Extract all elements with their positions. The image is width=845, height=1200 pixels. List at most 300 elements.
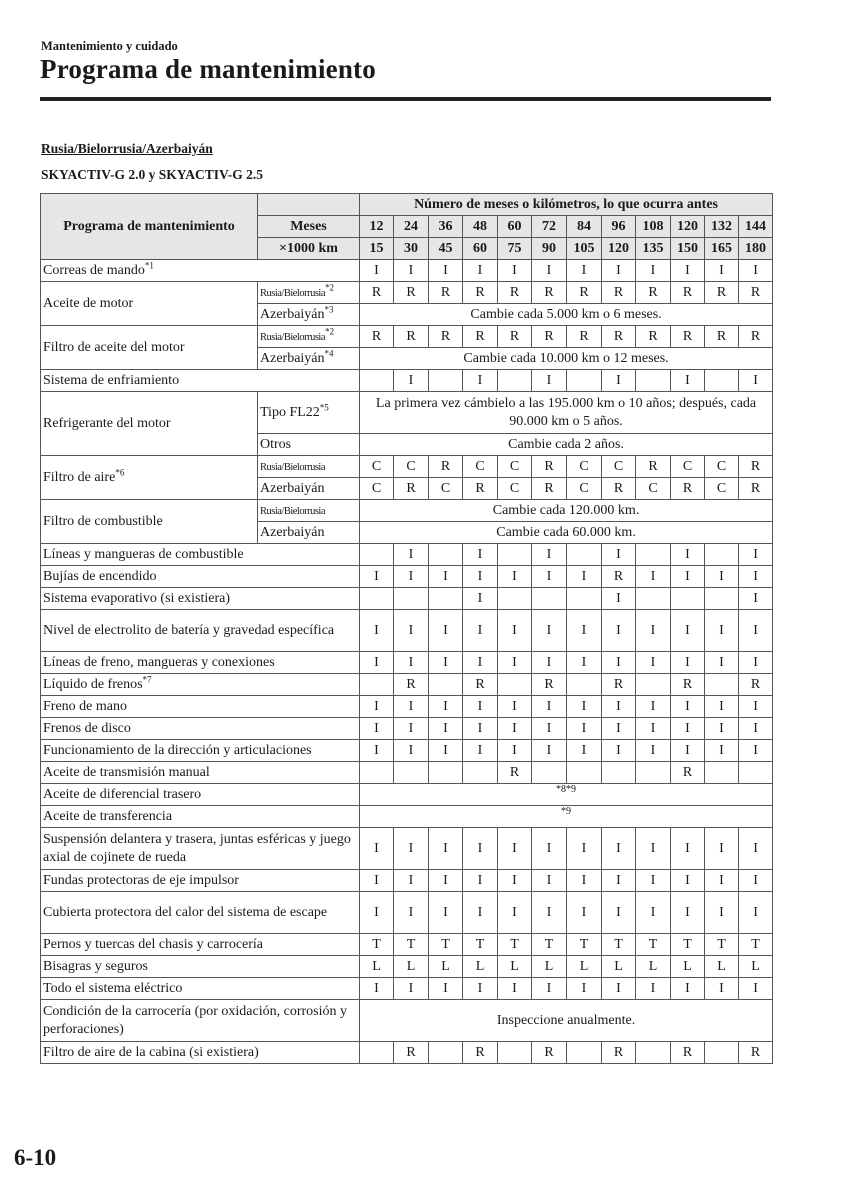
sub-condition-cell [258, 522, 360, 544]
item-name: Frenos de disco [43, 720, 131, 736]
interval-cell [602, 934, 636, 956]
month-value: 72 [542, 218, 556, 234]
interval-cell [671, 762, 705, 784]
month-header-cell [567, 216, 602, 238]
interval-action: I [512, 568, 517, 584]
interval-cell [739, 544, 773, 566]
interval-action: I [477, 372, 483, 388]
interval-action: I [374, 904, 379, 920]
interval-cell [705, 456, 739, 478]
interval-action: I [753, 698, 758, 714]
item-name: Correas de mando [43, 262, 145, 278]
interval-cell [636, 260, 671, 282]
interval-cell [463, 652, 498, 674]
interval-cell [463, 1042, 498, 1064]
interval-action: I [685, 654, 690, 670]
interval-cell [360, 456, 394, 478]
interval-action: R [544, 458, 554, 474]
footnote-marker: *5 [319, 402, 329, 413]
interval-cell [498, 892, 532, 934]
interval-cell [394, 828, 429, 870]
interval-action: I [685, 262, 690, 278]
interval-cell [705, 870, 739, 892]
interval-cell [360, 566, 394, 588]
item-name-cell [41, 892, 360, 934]
span-note: Cambie cada 5.000 km o 6 meses. [470, 306, 662, 322]
interval-cell [394, 740, 429, 762]
interval-cell [532, 718, 567, 740]
interval-cell [360, 892, 394, 934]
km-header-cell [463, 238, 498, 260]
table-row [41, 828, 773, 870]
interval-cell [739, 566, 773, 588]
page-number: 6-10 [14, 1145, 57, 1170]
interval-cell [498, 934, 532, 956]
item-name: Aceite de transferencia [43, 808, 173, 824]
interval-cell [636, 588, 671, 610]
interval-action: I [477, 568, 483, 584]
interval-cell [739, 956, 773, 978]
item-name-cell [41, 828, 360, 870]
interval-action: I [581, 742, 587, 758]
interval-action: I [753, 872, 758, 888]
month-header-cell [602, 216, 636, 238]
item-name-cell [41, 500, 258, 544]
interval-cell [602, 828, 636, 870]
interval-action: I [719, 720, 724, 736]
interval-cell [602, 1042, 636, 1064]
table-row [41, 806, 773, 828]
table-row [41, 500, 773, 522]
interval-cell [498, 610, 532, 652]
interval-cell [360, 828, 394, 870]
interval-cell [602, 588, 636, 610]
interval-action: I [374, 568, 379, 584]
interval-action: R [613, 1044, 624, 1060]
interval-cell [532, 674, 567, 696]
interval-cell [567, 282, 602, 304]
interval-cell [602, 956, 636, 978]
interval-cell [567, 674, 602, 696]
month-header-cell [739, 216, 773, 238]
interval-cell [463, 326, 498, 348]
item-name: Aceite de motor [43, 295, 134, 311]
interval-action: R [579, 328, 589, 344]
item-name-cell [41, 1042, 360, 1064]
item-name-cell [41, 566, 360, 588]
km-header-cell [739, 238, 773, 260]
table-row [41, 566, 773, 588]
interval-action: R [682, 764, 693, 780]
engine-heading: SKYACTIV-G 2.0 y SKYACTIV-G 2.5 [41, 167, 264, 182]
region-heading: Rusia/Bielorrusia/Azerbaiyán [41, 141, 213, 156]
interval-action: R [750, 676, 761, 692]
interval-action: R [406, 676, 416, 692]
interval-cell [671, 978, 705, 1000]
interval-action: I [477, 904, 483, 920]
item-name-cell [41, 282, 258, 326]
interval-action: T [510, 936, 519, 952]
interval-action: I [685, 698, 690, 714]
span-note: Cambie cada 60.000 km. [496, 524, 636, 540]
interval-action: R [648, 328, 658, 344]
month-value: 144 [745, 218, 767, 234]
month-value: 12 [369, 218, 384, 234]
interval-action: R [648, 284, 658, 300]
interval-cell [602, 566, 636, 588]
interval-cell [739, 652, 773, 674]
item-name-cell [41, 588, 360, 610]
interval-cell [602, 740, 636, 762]
interval-cell [636, 1042, 671, 1064]
interval-cell [671, 718, 705, 740]
interval-action: L [406, 958, 416, 974]
interval-action: L [683, 958, 692, 974]
interval-action: I [581, 720, 587, 736]
interval-cell [602, 870, 636, 892]
interval-action: I [753, 622, 758, 638]
interval-action: I [546, 654, 552, 670]
interval-action: I [408, 568, 414, 584]
month-header-cell [671, 216, 705, 238]
interval-action: R [440, 458, 451, 474]
interval-cell [498, 260, 532, 282]
interval-action: I [477, 262, 483, 278]
footnote-marker: *2 [325, 282, 334, 293]
km-value: 90 [542, 240, 556, 256]
month-value: 48 [473, 218, 487, 234]
interval-cell [705, 892, 739, 934]
interval-action: C [579, 480, 589, 496]
interval-cell [429, 870, 463, 892]
interval-cell [429, 934, 463, 956]
interval-cell [671, 456, 705, 478]
interval-cell [532, 456, 567, 478]
interval-cell [636, 456, 671, 478]
interval-action: I [512, 654, 517, 670]
interval-action: I [685, 980, 690, 996]
sub-condition-cell [258, 500, 360, 522]
interval-cell [463, 978, 498, 1000]
sub-condition-cell [258, 348, 360, 370]
interval-cell [636, 978, 671, 1000]
interval-action: I [374, 720, 379, 736]
interval-cell [739, 326, 773, 348]
interval-action: I [753, 568, 758, 584]
table-row [41, 1000, 773, 1042]
table-row [41, 544, 773, 566]
interval-cell [394, 674, 429, 696]
interval-action: I [374, 262, 379, 278]
interval-action: I [477, 720, 483, 736]
interval-cell [739, 828, 773, 870]
interval-action: T [475, 936, 485, 952]
item-name-cell [41, 260, 360, 282]
table-row [41, 934, 773, 956]
item-name: Freno de mano [43, 698, 127, 714]
interval-cell [671, 652, 705, 674]
interval-action: R [544, 676, 554, 692]
interval-action: I [512, 980, 517, 996]
interval-cell [429, 370, 463, 392]
km-value: 75 [507, 240, 522, 256]
table-row [41, 610, 773, 652]
header-blank-cell [258, 194, 360, 216]
item-name: Sistema evaporativo (si existiera) [43, 590, 230, 606]
sub-condition-label: Azerbaiyán [260, 524, 325, 540]
item-name-cell [41, 718, 360, 740]
interval-cell [671, 892, 705, 934]
item-name: Cubierta protectora del calor del sistema de escape [43, 904, 328, 920]
footnote-reference: *9 [561, 806, 572, 817]
sub-condition-cell [258, 326, 360, 348]
interval-cell [463, 566, 498, 588]
interval-action: I [650, 262, 656, 278]
interval-action: R [371, 328, 382, 344]
maintenance-schedule-table [40, 193, 773, 1064]
interval-cell [671, 740, 705, 762]
interval-action: R [544, 480, 554, 496]
interval-cell [498, 762, 532, 784]
span-note-cell [360, 348, 773, 370]
interval-cell [567, 978, 602, 1000]
table-row [41, 762, 773, 784]
table-row [41, 696, 773, 718]
interval-action: I [719, 872, 724, 888]
interval-header [360, 194, 773, 216]
interval-cell [463, 674, 498, 696]
interval-action: L [441, 958, 450, 974]
interval-cell [394, 696, 429, 718]
interval-cell [498, 828, 532, 870]
interval-cell [429, 282, 463, 304]
interval-cell [636, 544, 671, 566]
interval-action: C [579, 458, 589, 474]
interval-action: I [581, 904, 587, 920]
interval-action: I [753, 840, 758, 856]
interval-cell [532, 478, 567, 500]
interval-cell [636, 934, 671, 956]
interval-cell [705, 326, 739, 348]
interval-cell [463, 956, 498, 978]
interval-action: I [616, 262, 621, 278]
interval-cell [498, 870, 532, 892]
month-value: 96 [611, 218, 626, 234]
item-name-cell [41, 956, 360, 978]
interval-action: I [443, 720, 448, 736]
interval-action: I [512, 872, 517, 888]
interval-action: T [648, 936, 658, 952]
interval-cell [360, 870, 394, 892]
section-label: Mantenimiento y cuidado [41, 39, 178, 53]
interval-action: I [512, 622, 517, 638]
month-value: 120 [677, 218, 698, 234]
table-row [41, 260, 773, 282]
interval-cell [705, 674, 739, 696]
interval-action: R [750, 328, 761, 344]
interval-cell [602, 696, 636, 718]
interval-action: I [408, 904, 414, 920]
interval-cell [463, 870, 498, 892]
interval-cell [671, 260, 705, 282]
interval-cell [636, 326, 671, 348]
km-value: 165 [711, 240, 732, 256]
item-name-cell [41, 652, 360, 674]
interval-cell [463, 828, 498, 870]
interval-action: I [616, 872, 621, 888]
interval-action: I [616, 372, 621, 388]
interval-action: I [477, 872, 483, 888]
interval-action: L [717, 958, 726, 974]
km-label-cell [258, 238, 360, 260]
interval-cell [671, 326, 705, 348]
interval-cell [429, 718, 463, 740]
item-name-cell [41, 806, 360, 828]
interval-cell [429, 260, 463, 282]
interval-cell [636, 282, 671, 304]
km-value: 45 [438, 240, 453, 256]
interval-cell [567, 762, 602, 784]
item-name: Sistema de enfriamiento [43, 372, 180, 388]
month-header-cell [636, 216, 671, 238]
footnote-reference-cell [360, 806, 773, 828]
interval-cell [739, 456, 773, 478]
footnote-marker: *1 [144, 260, 154, 271]
interval-action: I [719, 980, 724, 996]
km-header-cell [671, 238, 705, 260]
interval-cell [532, 828, 567, 870]
interval-cell [532, 652, 567, 674]
interval-cell [463, 696, 498, 718]
interval-action: I [374, 698, 379, 714]
interval-cell [498, 978, 532, 1000]
interval-action: I [374, 622, 379, 638]
interval-action: I [685, 622, 690, 638]
sub-condition-cell [258, 392, 360, 434]
interval-cell [567, 260, 602, 282]
interval-action: I [443, 262, 448, 278]
interval-cell [567, 1042, 602, 1064]
interval-action: I [374, 742, 379, 758]
month-header-cell [429, 216, 463, 238]
item-name: Todo el sistema eléctrico [43, 980, 183, 996]
sub-condition-label: Azerbaiyán [260, 350, 325, 366]
item-name: Refrigerante del motor [43, 415, 171, 431]
interval-cell [360, 978, 394, 1000]
interval-action: R [406, 480, 416, 496]
interval-cell [739, 892, 773, 934]
month-header-cell [360, 216, 394, 238]
interval-action: I [546, 742, 552, 758]
interval-cell [532, 978, 567, 1000]
interval-action: I [477, 622, 483, 638]
interval-action: I [546, 372, 552, 388]
interval-action: I [753, 654, 758, 670]
interval-cell [498, 956, 532, 978]
interval-action: R [475, 1044, 485, 1060]
interval-action: I [685, 720, 690, 736]
interval-cell [532, 892, 567, 934]
table-row [41, 588, 773, 610]
interval-cell [463, 478, 498, 500]
interval-action: I [753, 590, 758, 606]
interval-action: I [650, 720, 656, 736]
interval-cell [394, 652, 429, 674]
interval-action: L [648, 958, 658, 974]
interval-cell [602, 978, 636, 1000]
interval-cell [602, 762, 636, 784]
span-note-cell [360, 434, 773, 456]
interval-action: L [579, 958, 589, 974]
interval-action: I [546, 262, 552, 278]
interval-cell [394, 718, 429, 740]
table-row [41, 956, 773, 978]
interval-action: I [546, 622, 552, 638]
interval-cell [498, 740, 532, 762]
interval-action: C [440, 480, 451, 496]
interval-cell [498, 696, 532, 718]
item-name: Aceite de diferencial trasero [43, 786, 202, 802]
interval-cell [567, 696, 602, 718]
month-header-cell [705, 216, 739, 238]
month-header-cell [498, 216, 532, 238]
interval-cell [602, 610, 636, 652]
interval-action: C [509, 480, 520, 496]
interval-action: I [408, 546, 414, 562]
interval-action: I [546, 872, 552, 888]
months-label-cell [258, 216, 360, 238]
interval-action: R [750, 480, 761, 496]
item-name-cell [41, 784, 360, 806]
item-name-cell [41, 674, 360, 696]
interval-action: I [616, 698, 621, 714]
interval-cell [429, 478, 463, 500]
sub-condition-label: Tipo FL22 [260, 404, 320, 420]
month-value: 24 [404, 218, 418, 234]
interval-cell [498, 1042, 532, 1064]
interval-cell [739, 740, 773, 762]
interval-cell [671, 934, 705, 956]
interval-cell [739, 674, 773, 696]
km-header-cell [705, 238, 739, 260]
table-row [41, 652, 773, 674]
item-name: Fundas protectoras de eje impulsor [43, 872, 239, 888]
interval-cell [463, 934, 498, 956]
interval-action: R [613, 284, 624, 300]
span-note-cell [360, 1000, 773, 1042]
month-header-cell [463, 216, 498, 238]
interval-cell [671, 870, 705, 892]
interval-action: I [650, 654, 656, 670]
interval-cell [602, 544, 636, 566]
interval-action: I [408, 622, 414, 638]
interval-cell [429, 544, 463, 566]
interval-action: T [683, 936, 692, 952]
interval-cell [532, 870, 567, 892]
table-row [41, 1042, 773, 1064]
span-note-cell [360, 392, 773, 434]
interval-cell [567, 588, 602, 610]
interval-cell [360, 740, 394, 762]
month-value: 60 [507, 218, 522, 234]
interval-cell [602, 892, 636, 934]
interval-action: I [719, 840, 724, 856]
interval-cell [429, 892, 463, 934]
item-name: Líquido de frenos [43, 676, 143, 692]
interval-cell [360, 478, 394, 500]
interval-action: I [685, 742, 690, 758]
table-row [41, 718, 773, 740]
